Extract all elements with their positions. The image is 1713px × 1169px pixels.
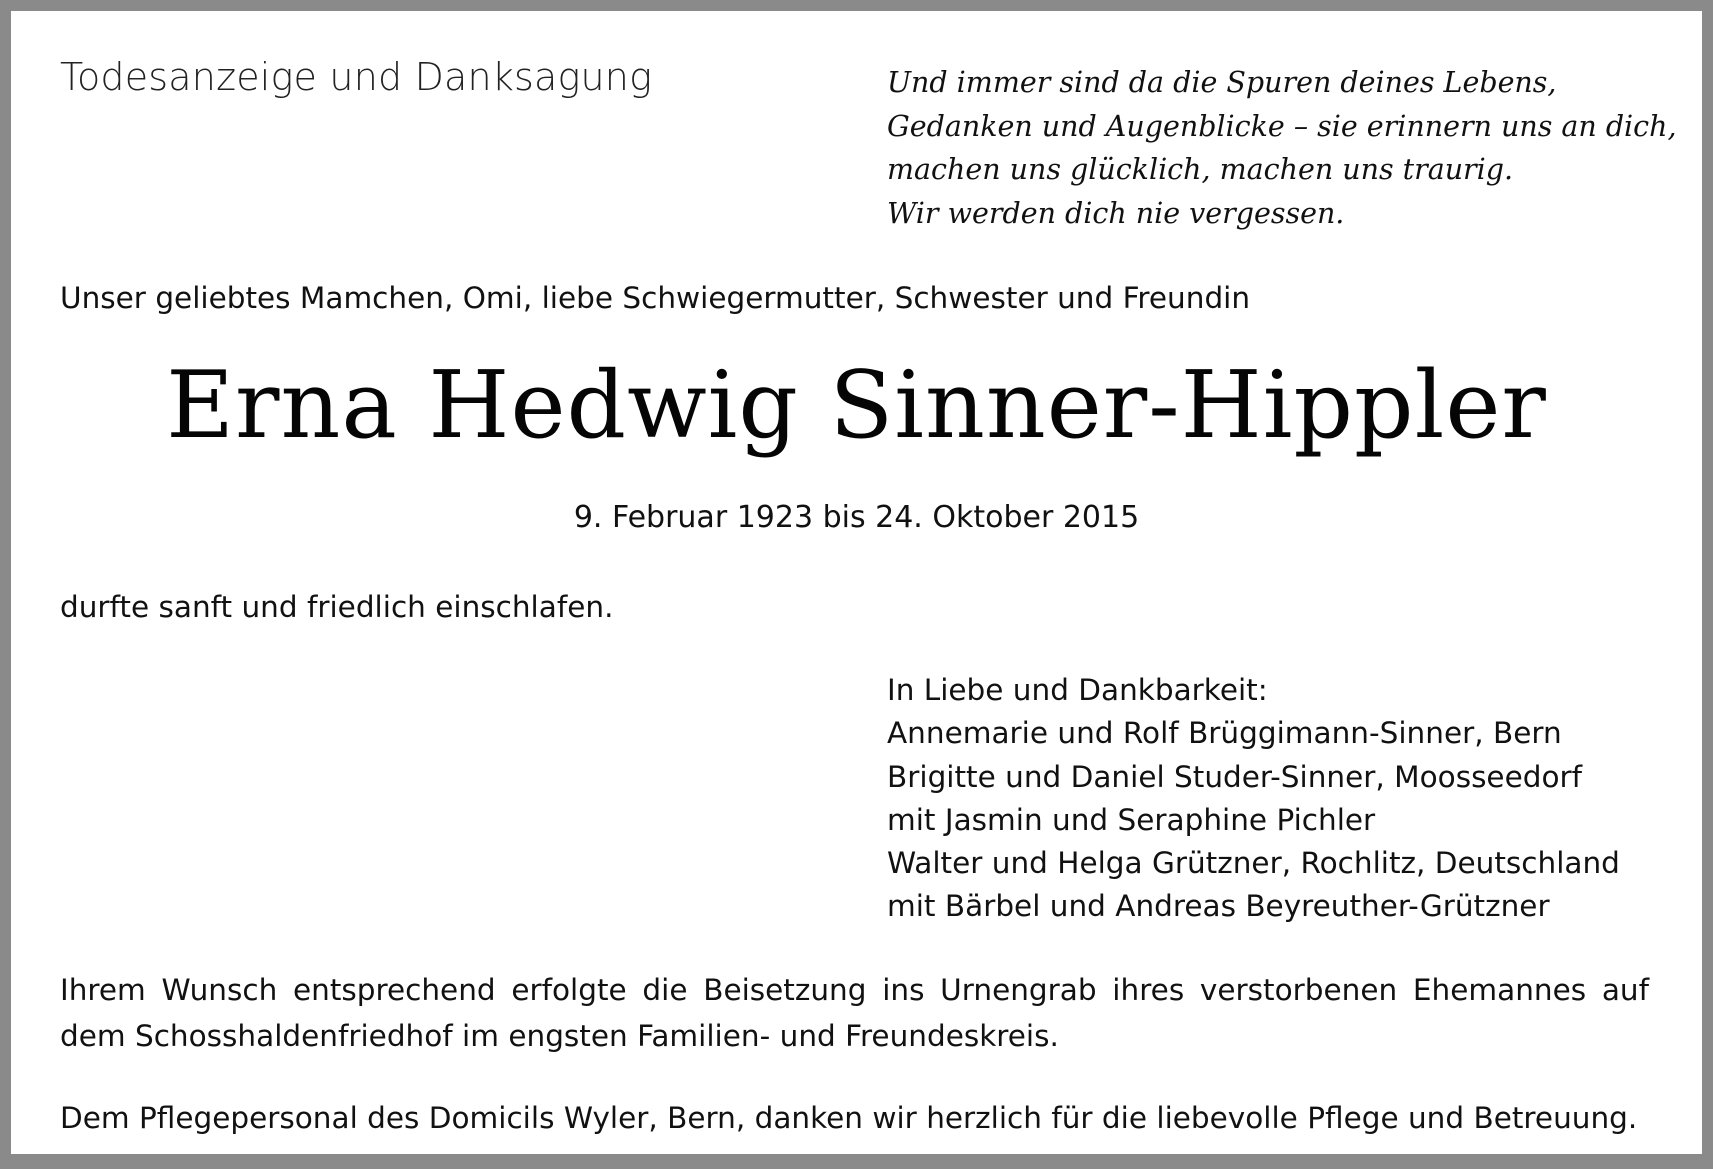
life-dates: 9. Februar 1923 bis 24. Oktober 2015 (573, 500, 1140, 535)
mourners-line: mit Bärbel und Andreas Beyreuther-Grützner (887, 889, 1550, 924)
intro-text: Unser geliebtes Mamchen, Omi, liebe Schwiegermutter, Schwester und Freundin (60, 281, 1251, 315)
passing-text: durfte sanft und friedlich einschlafen. (60, 590, 614, 624)
mourners-list (887, 669, 1620, 929)
notice-heading: Todesanzeige und Danksagung (60, 55, 653, 99)
quote-line: Und immer sind da die Spuren deines Lebens, (887, 66, 1557, 99)
quote-line: Wir werden dich nie vergessen. (887, 196, 1345, 230)
memorial-quote (887, 61, 1677, 235)
burial-paragraph: Ihrem Wunsch entsprechend erfolgte die Beisetzung ins Urnengrab ihres verstorbenen Ehemannes auf dem Schosshaldenfriedhof im engsten Familien- und Freundeskreis. (60, 973, 1649, 1053)
mourners-line: Annemarie und Rolf Brüggimann-Sinner, Bern (887, 716, 1562, 751)
quote-line: Gedanken und Augenblicke – sie erinnern uns an dich, (887, 109, 1677, 143)
mourners-line: Brigitte und Daniel Studer-Sinner, Moosseedorf (887, 759, 1583, 794)
deceased-name: Erna Hedwig Sinner-Hippler (166, 351, 1547, 459)
quote-line: machen uns glücklich, machen uns traurig. (887, 153, 1514, 186)
mourners-line: Walter und Helga Grützner, Rochlitz, Deutschland (887, 846, 1620, 881)
thanks-text: Dem Pflegepersonal des Domicils Wyler, Bern, danken wir herzlich für die liebevolle Pflege und Betreuung. (60, 1101, 1638, 1135)
mourners-line: mit Jasmin und Seraphine Pichler (887, 802, 1376, 837)
mourners-line: In Liebe und Dankbarkeit: (887, 673, 1268, 707)
